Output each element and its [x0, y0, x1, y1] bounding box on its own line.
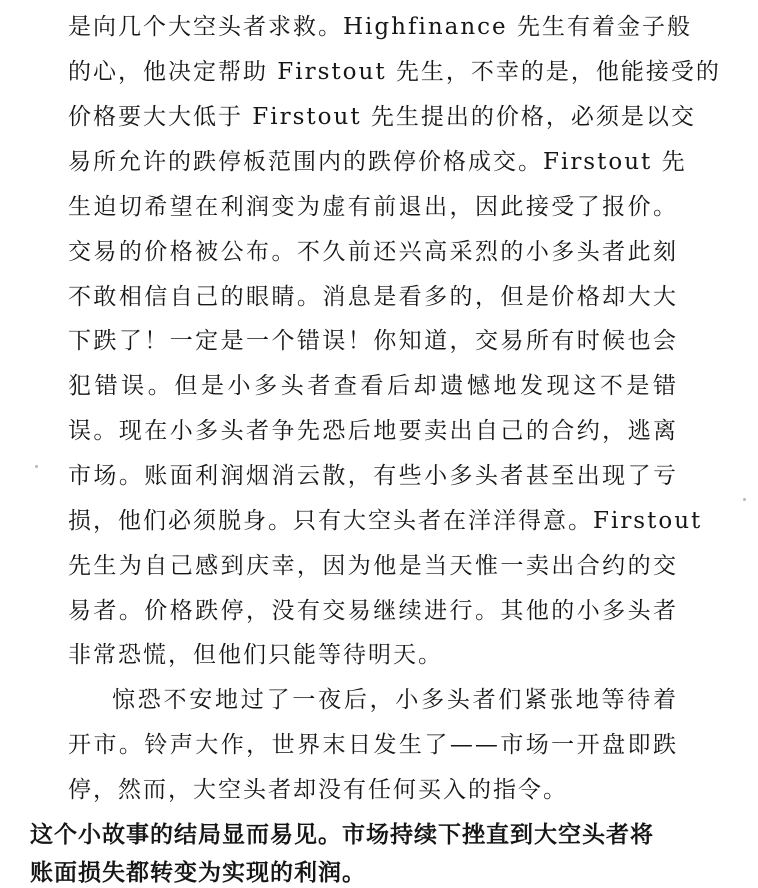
text-line: 易者。价格跌停，没有交易继续进行。其他的小多头者 [68, 598, 678, 624]
scan-speck [743, 498, 746, 501]
text-line: 市场。账面利润烟消云散，有些小多头者甚至出现了亏 [68, 463, 678, 489]
text-line: 非常恐慌，但他们只能等待明天。 [68, 642, 443, 668]
text-line: 账面损失都转变为实现的利润。 [30, 859, 366, 886]
text-line: 不敢相信自己的眼睛。消息是看多的，但是价格却大大 [68, 284, 678, 310]
text-line: 先生为自己感到庆幸，因为他是当天惟一卖出合约的交 [68, 553, 678, 579]
text-line: 生迫切希望在利润变为虚有前退出，因此接受了报价。 [68, 194, 678, 220]
text-line: 损，他们必须脱身。只有大空头者在洋洋得意。Firstout [68, 508, 703, 534]
text-line: 的心，他决定帮助 Firstout 先生，不幸的是，他能接受的 [68, 59, 721, 85]
text-line: 停，然而，大空头者却没有任何买入的指令。 [68, 777, 568, 803]
text-line: 这个小故事的结局显而易见。市场持续下挫直到大空头者将 [30, 821, 654, 848]
text-line: 交易的价格被公布。不久前还兴高采烈的小多头者此刻 [68, 239, 678, 265]
text-line: 开市。铃声大作，世界末日发生了——市场一开盘即跌 [68, 732, 678, 758]
text-line: 犯错误。但是小多头者查看后却遗憾地发现这不是错 [68, 373, 678, 399]
text-line: 下跌了！一定是一个错误！你知道，交易所有时候也会 [68, 328, 678, 354]
text-line: 误。现在小多头者争先恐后地要卖出自己的合约，逃离 [68, 418, 678, 444]
text-line: 价格要大大低于 Firstout 先生提出的价格，必须是以交 [68, 104, 696, 130]
text-line: 是向几个大空头者求救。Highfinance 先生有着金子般 [68, 14, 692, 40]
text-line: 易所允许的跌停板范围内的跌停价格成交。Firstout 先 [68, 149, 687, 175]
text-line: 惊恐不安地过了一夜后，小多头者们紧张地等待着 [112, 687, 678, 713]
scan-speck [35, 465, 38, 468]
